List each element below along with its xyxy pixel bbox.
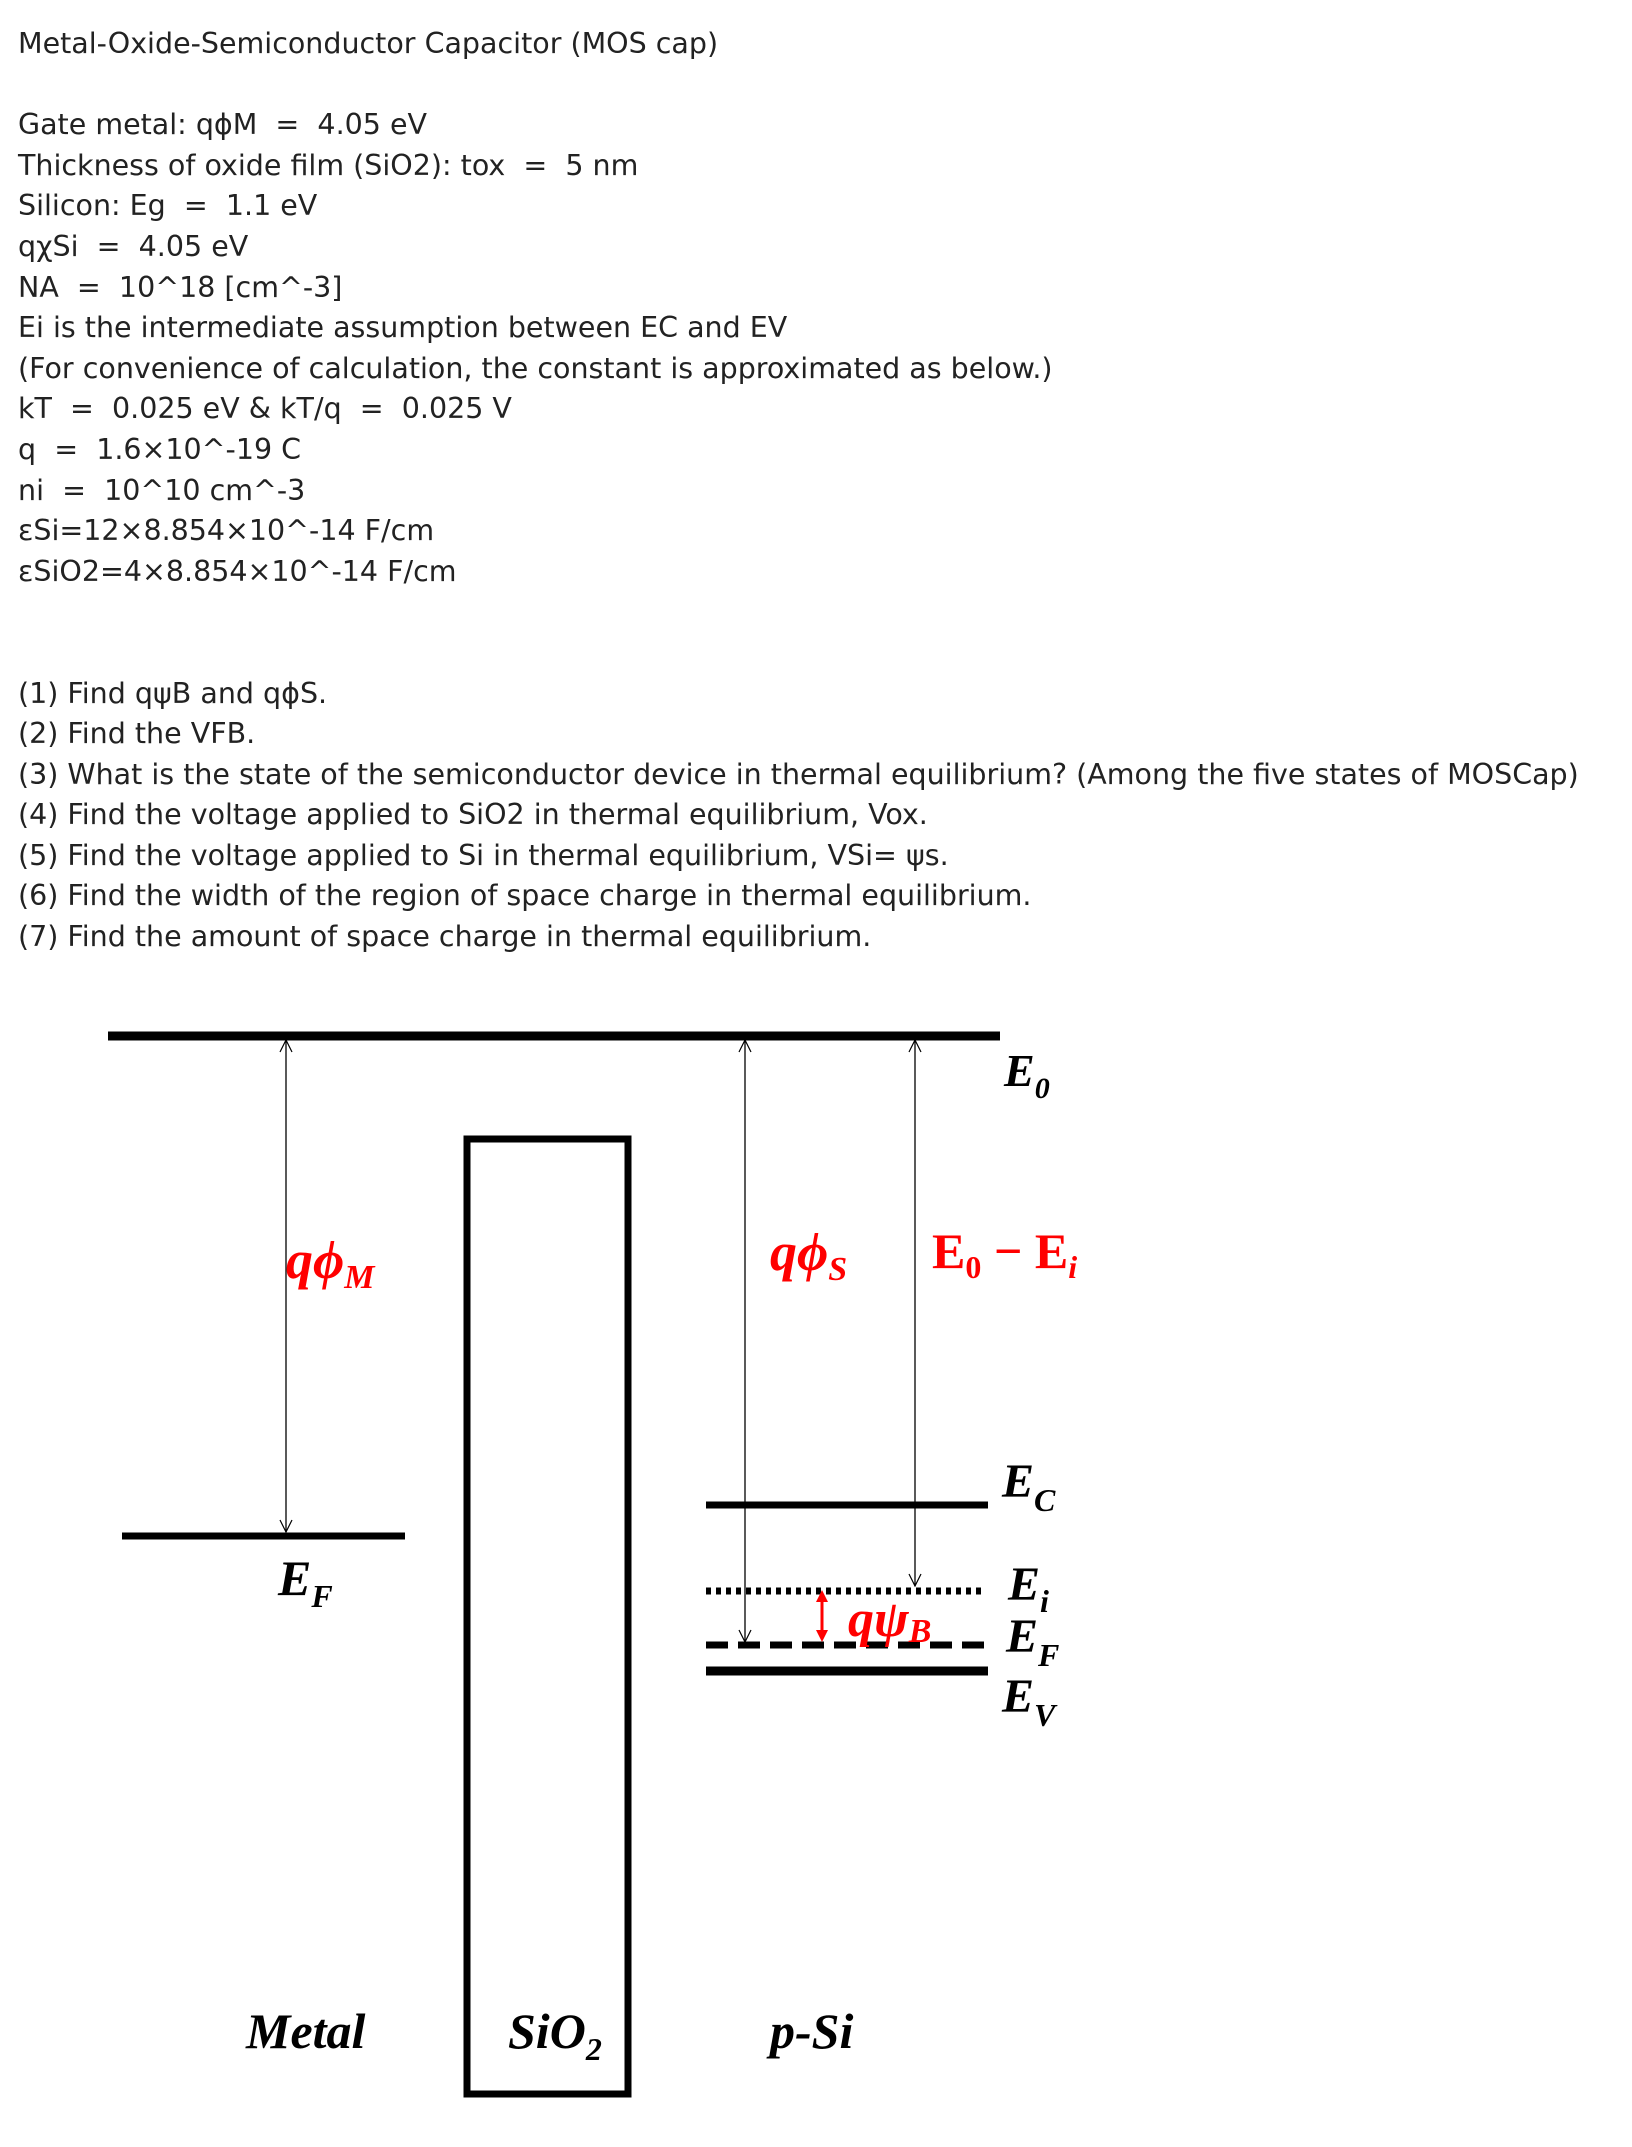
problem-title: Metal-Oxide-Semiconductor Capacitor (MOS cap) [18,27,719,60]
ei-label: $E_i$ [1008,1558,1049,1619]
given-line: NA = 10^18 [cm^-3] [18,270,343,304]
qphiM-label: qϕM [286,1230,375,1296]
question-line: (3) What is the state of the semiconductor device in thermal equilibrium? (Among the five states of MOSCap) [18,757,1579,791]
qpsiB-label: qψB [848,1591,932,1650]
given-line: εSiO2=4×8.854×10^-14 F/cm [18,554,457,588]
given-line: Ei is the intermediate assumption between EC and EV [18,311,788,345]
question-line: (4) Find the voltage applied to SiO2 in thermal equilibrium, Vox. [18,798,928,832]
ef-si-label: $E_F$ [1006,1610,1060,1673]
given-line: Gate metal: qϕM = 4.05 eV [18,108,427,142]
question-line: (2) Find the VFB. [18,717,256,751]
metal-label: Metal [246,2003,366,2059]
question-line: (5) Find the voltage applied to Si in thermal equilibrium, VSi= ψs. [18,838,949,872]
question-line: (6) Find the width of the region of space charge in thermal equilibrium. [18,879,1032,913]
given-line: Thickness of oxide film (SiO2): tox = 5 nm [18,148,639,182]
p-si-label: p-Si [770,2003,854,2059]
ef-metal-label: $E_F$ [278,1550,333,1614]
question-line: (1) Find qψB and qϕS. [18,676,328,710]
ec-label: $E_C$ [1002,1455,1056,1518]
given-line: εSi=12×8.854×10^-14 F/cm [18,514,435,548]
qphiS-label: qϕS [770,1222,848,1288]
given-line: q = 1.6×10^-19 C [18,432,302,466]
question-line: (7) Find the amount of space charge in thermal equilibrium. [18,920,872,954]
given-line: kT = 0.025 eV & kT/q = 0.025 V [18,392,512,426]
given-line: Silicon: Eg = 1.1 eV [18,189,318,223]
sio2-label: SiO$_2$ [508,2003,602,2067]
ev-label: $E_V$ [1002,1670,1056,1733]
given-line: qχSi = 4.05 eV [18,229,249,263]
e0-label: $E_0$ [1004,1045,1050,1105]
given-line: ni = 10^10 cm^-3 [18,473,306,507]
e0-minus-ei-label: $E_0 - E_i$ [932,1223,1078,1285]
oxide-box [467,1139,628,2094]
given-line: (For convenience of calculation, the constant is approximated as below.) [18,351,1053,385]
